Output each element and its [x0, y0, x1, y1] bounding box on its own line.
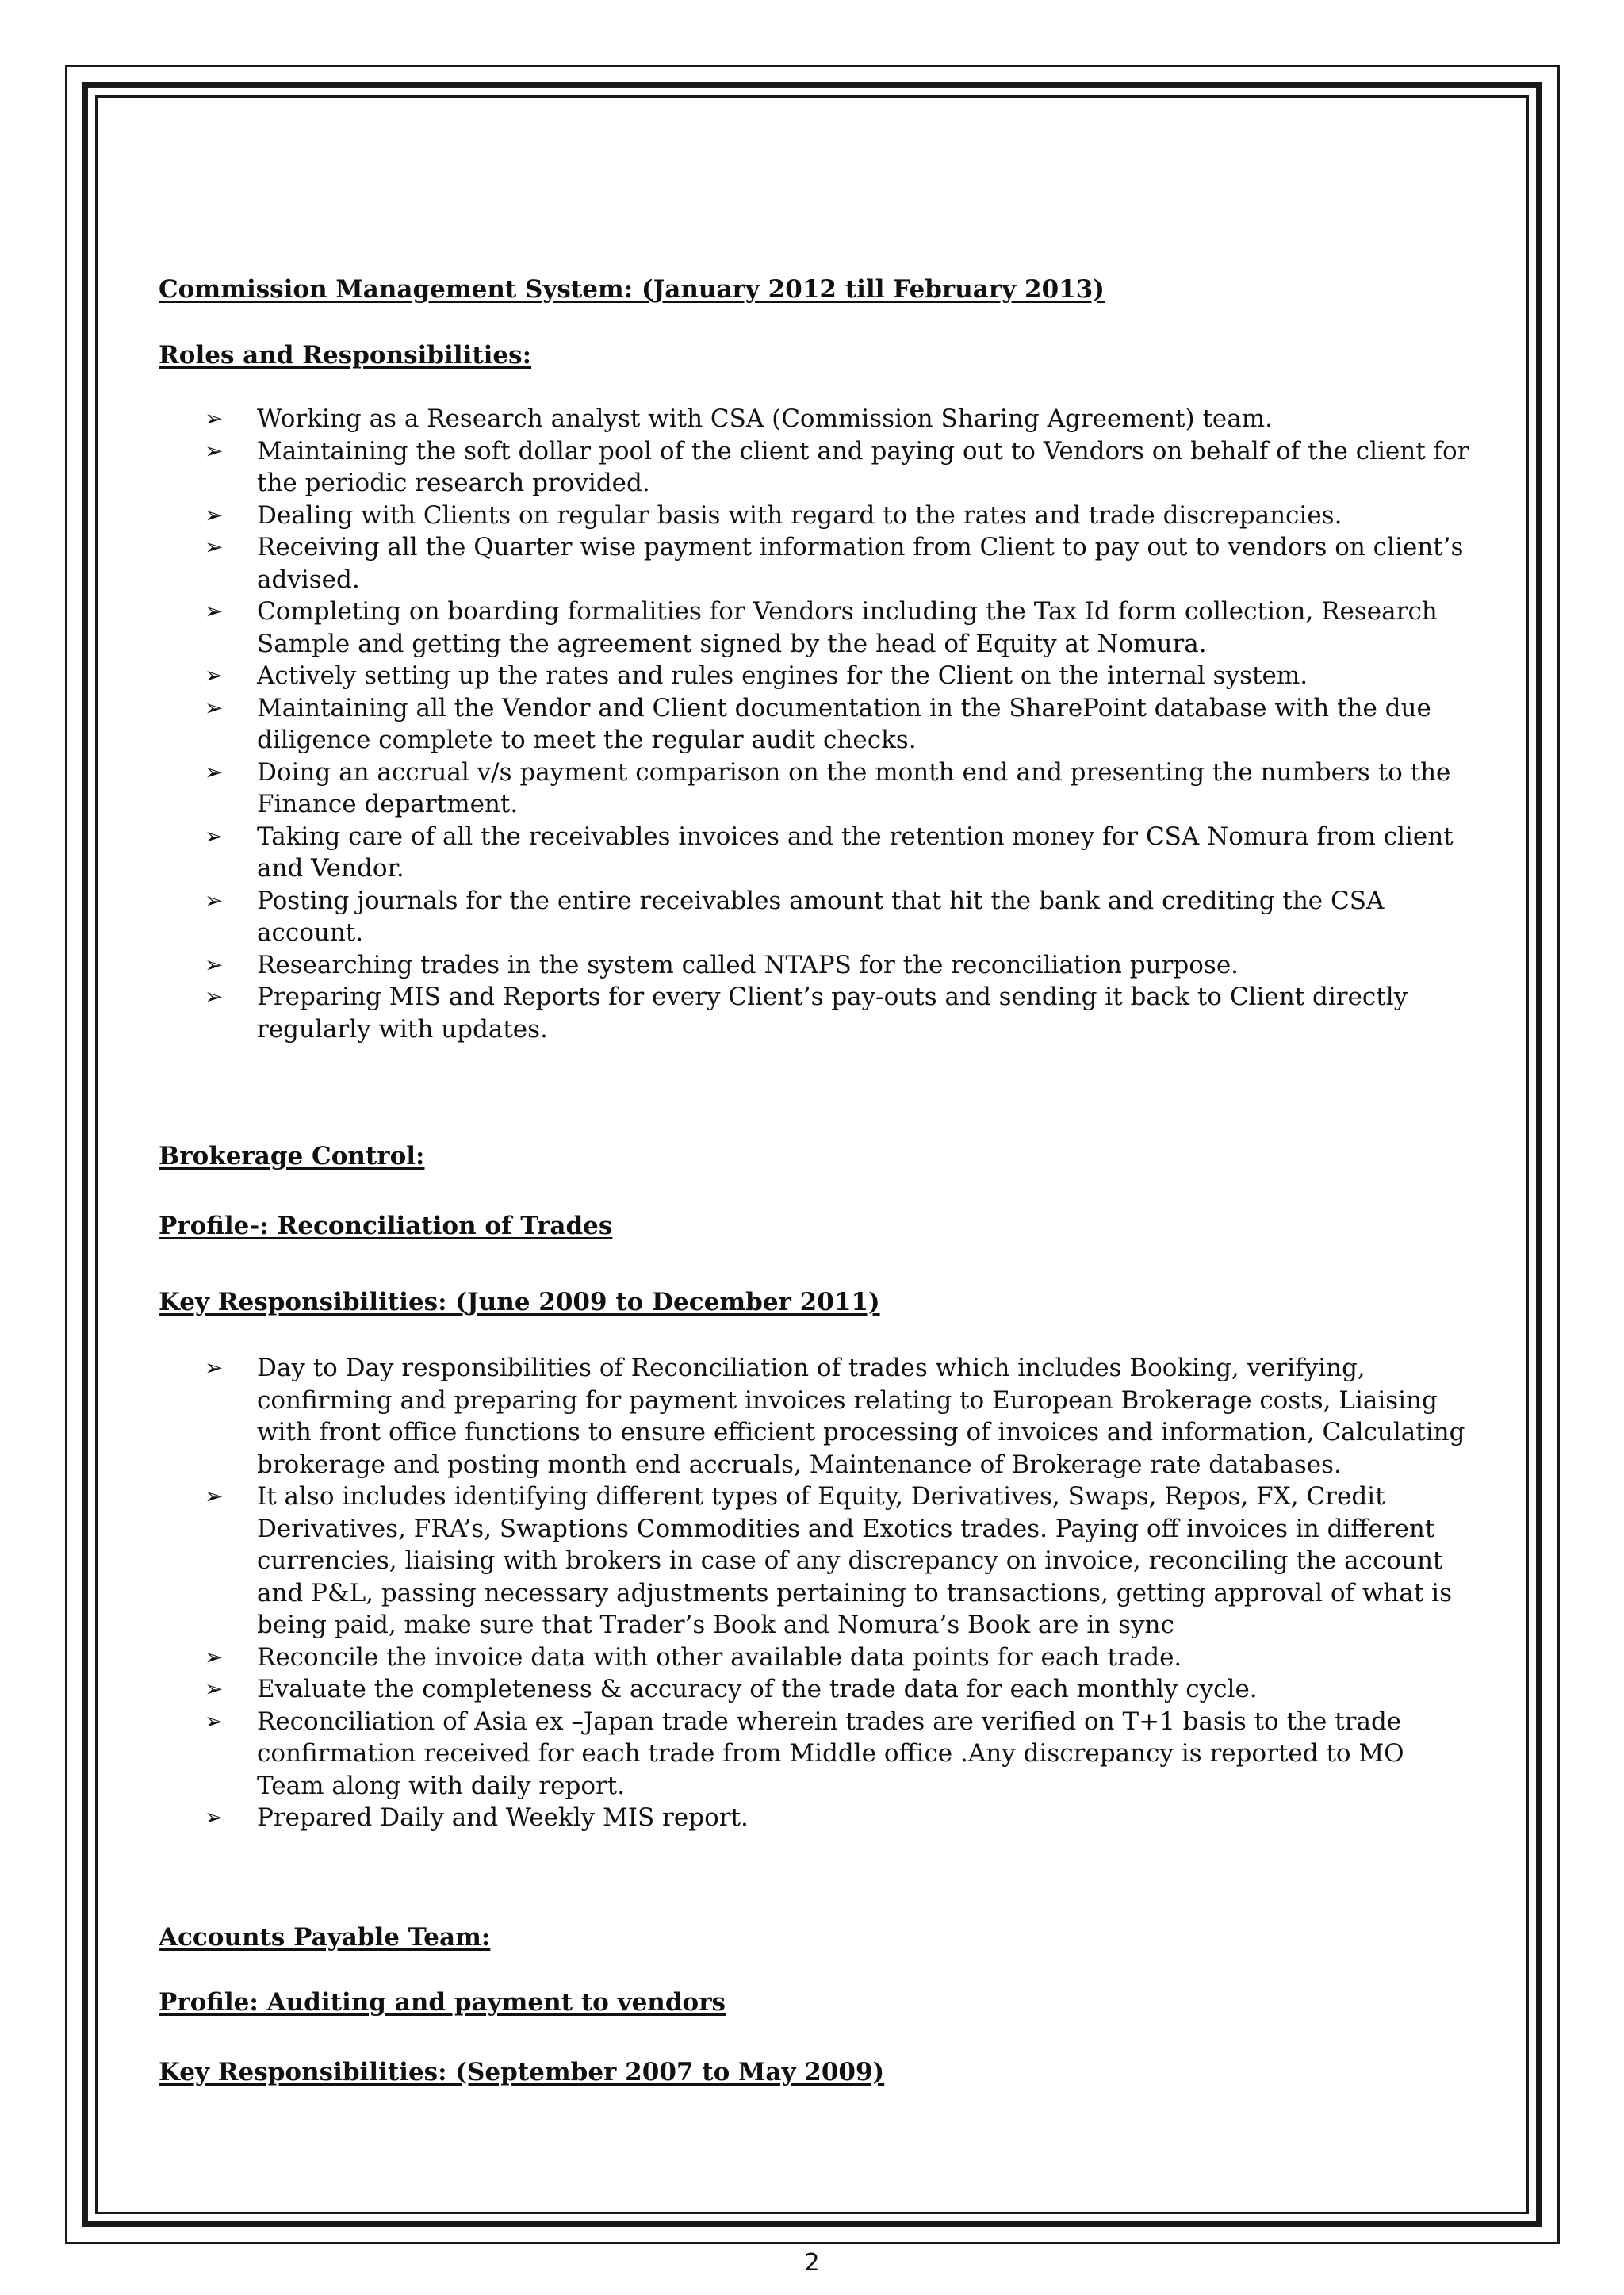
list-item: ➢ Maintaining all the Vendor and Client documentation in the SharePoint database with the due diligence complete to meet the regular audit checks. — [205, 693, 1431, 754]
arrow-bullet-icon: ➢ — [205, 1354, 224, 1381]
page-number: 2 — [804, 2249, 820, 2277]
list-item: ➢ Preparing MIS and Reports for every Client’s pay-outs and sending it back to Client directly regularly with updates. — [205, 983, 1408, 1044]
brokerage-responsibilities-list — [159, 1352, 1475, 1834]
list-item: ➢ Researching trades in the system called NTAPS for the reconciliation purpose. — [159, 949, 1475, 982]
arrow-bullet-icon: ➢ — [205, 822, 224, 849]
roles-heading: Roles and Responsibilities: — [159, 341, 532, 370]
section-heading-brokerage: Brokerage Control: — [159, 1142, 425, 1170]
key-responsibilities-heading-brokerage: Key Responsibilities: (June 2009 to December 2011) — [159, 1288, 880, 1316]
section-heading-cms: Commission Management System: (January 2012 till February 2013) — [159, 275, 1105, 304]
list-item: ➢ Posting journals for the entire receivables amount that hit the bank and crediting the CSA account. — [205, 886, 1385, 947]
arrow-bullet-icon: ➢ — [205, 1676, 224, 1702]
profile-heading-accounts-payable: Profile: Auditing and payment to vendors — [159, 1987, 726, 2017]
arrow-bullet-icon: ➢ — [205, 534, 224, 560]
list-item: ➢ Dealing with Clients on regular basis with regard to the rates and trade discrepancies. — [159, 500, 1475, 532]
list-item: ➢ Doing an accrual v/s payment comparison on the month end and presenting the numbers to the Finance department. — [205, 757, 1451, 818]
arrow-bullet-icon: ➢ — [205, 758, 224, 785]
resume-content — [159, 274, 1475, 2088]
list-item: ➢ Evaluate the completeness & accuracy of the trade data for each monthly cycle. — [159, 1673, 1475, 1706]
list-item: ➢ Maintaining the soft dollar pool of the client and paying out to Vendors on behalf of the client for the periodic research provided. — [205, 436, 1469, 497]
arrow-bullet-icon: ➢ — [205, 1707, 224, 1734]
profile-heading-brokerage: Profile-: Reconciliation of Trades — [159, 1212, 613, 1240]
arrow-bullet-icon: ➢ — [205, 598, 224, 624]
arrow-bullet-icon: ➢ — [205, 1804, 224, 1830]
list-item: ➢ Prepared Daily and Weekly MIS report. — [159, 1802, 1475, 1834]
list-item: ➢ Working as a Research analyst with CSA (Commission Sharing Agreement) team. — [159, 403, 1475, 435]
list-item: ➢ Taking care of all the receivables invoices and the retention money for CSA Nomura from client and Vendor. — [205, 822, 1454, 883]
arrow-bullet-icon: ➢ — [205, 694, 224, 721]
list-item: ➢ Completing on boarding formalities for Vendors including the Tax Id form collection, Research Sample and getting the agreement signed by the head of Equity at Nomura. — [205, 597, 1438, 658]
key-responsibilities-heading-accounts-payable: Key Responsibilities: (September 2007 to May 2009) — [159, 2057, 885, 2086]
list-item: ➢ Reconcile the invoice data with other available data points for each trade. — [159, 1642, 1475, 1674]
arrow-bullet-icon: ➢ — [205, 983, 224, 1010]
arrow-bullet-icon: ➢ — [205, 405, 224, 431]
list-item: ➢ Receiving all the Quarter wise payment information from Client to pay out to vendors on client’s advised. — [205, 533, 1464, 594]
arrow-bullet-icon: ➢ — [205, 662, 224, 688]
arrow-bullet-icon: ➢ — [205, 887, 224, 914]
cms-responsibilities-list — [159, 403, 1475, 1045]
arrow-bullet-icon: ➢ — [205, 1643, 224, 1670]
arrow-bullet-icon: ➢ — [205, 1483, 224, 1509]
list-item: ➢ Day to Day responsibilities of Reconciliation of trades which includes Booking, verifying, confirming and preparing for payment invoices relating to European Brokerage costs, Liaising with front office functions to ensure efficient processing of invoices and information, Calculating brokerage and posting month end accruals, Maintenance of Brokerage rate databases. — [205, 1354, 1465, 1479]
arrow-bullet-icon: ➢ — [205, 501, 224, 528]
list-item: ➢ Reconciliation of Asia ex –Japan trade wherein trades are verified on T+1 basis to the trade confirmation received for each trade from Middle office .Any discrepancy is reported to MO Team along with daily report. — [205, 1707, 1404, 1800]
list-item: ➢ It also includes identifying different types of Equity, Derivatives, Swaps, Repos, FX, Credit Derivatives, FRA’s, Swaptions Commodities and Exotics trades. Paying off invoices in different currencies, liaising with brokers in case of any discrepancy on invoice, reconciling the account and P&L, passing necessary adjustments pertaining to transactions, getting approval of what is being paid, make sure that Trader’s Book and Nomura’s Book are in sync — [205, 1482, 1452, 1639]
section-heading-accounts-payable: Accounts Payable Team: — [159, 1922, 491, 1952]
list-item: ➢ Actively setting up the rates and rules engines for the Client on the internal system. — [159, 660, 1475, 692]
arrow-bullet-icon: ➢ — [205, 437, 224, 464]
arrow-bullet-icon: ➢ — [205, 951, 224, 978]
